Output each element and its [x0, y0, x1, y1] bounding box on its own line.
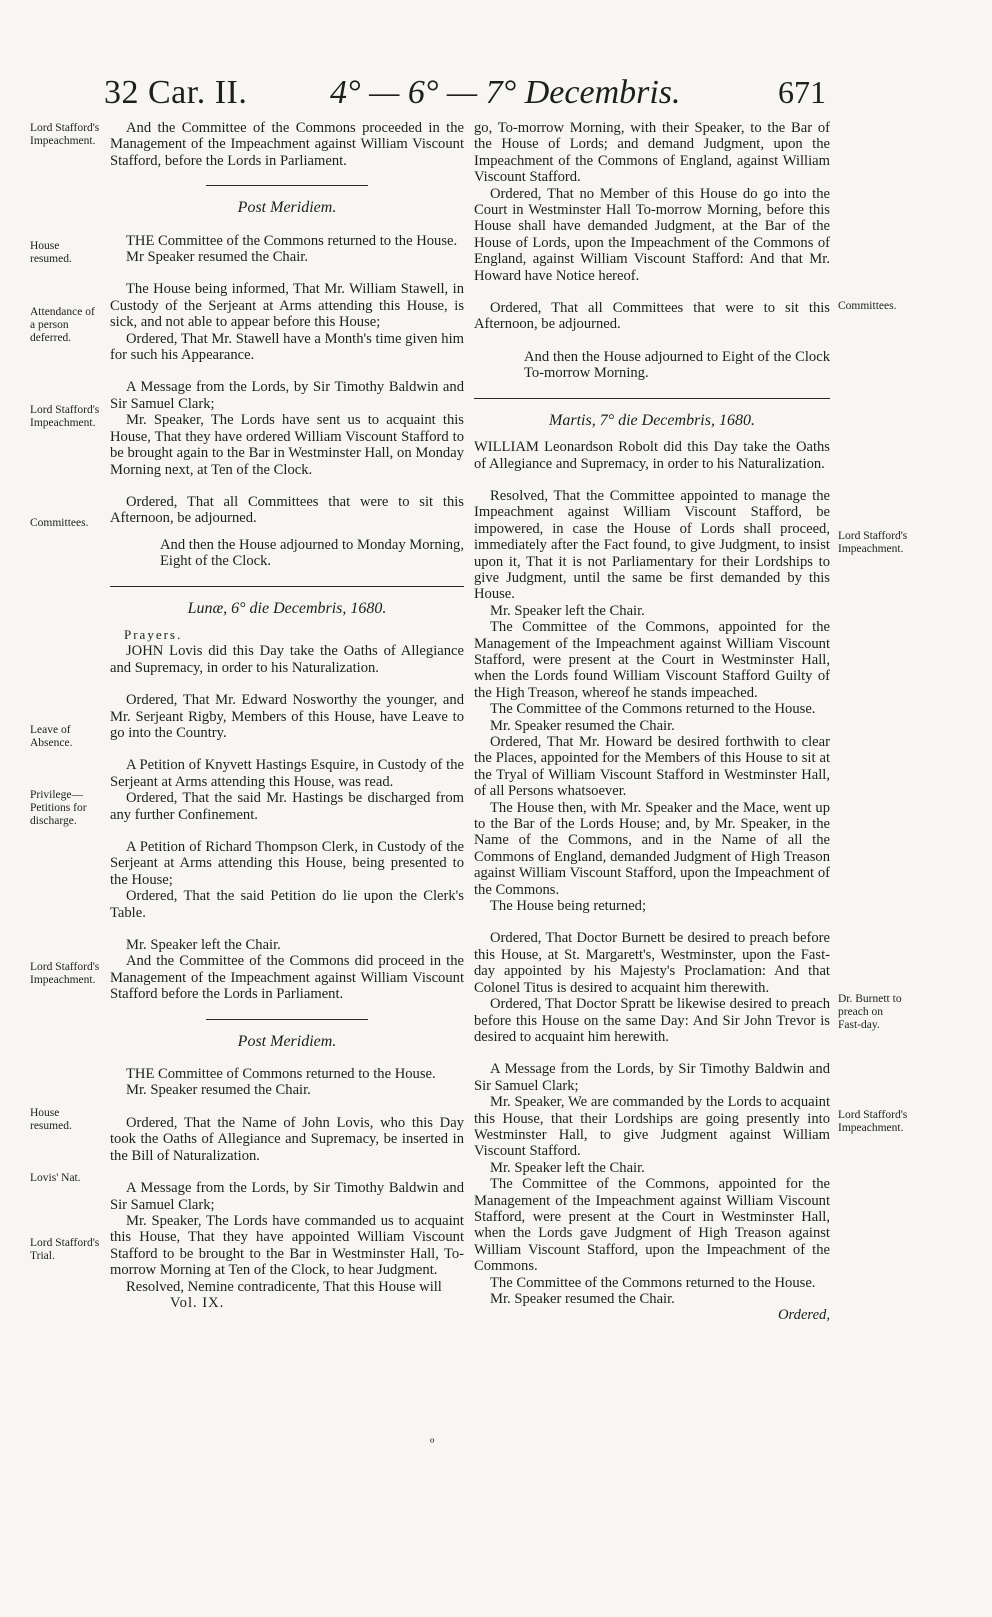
- paragraph: WILLIAM Leonardson Robolt did this Day take the Oaths of Allegiance and Supremacy, in order to his Naturalization.: [474, 439, 830, 472]
- margin-note: Attendance of a person deferred.: [30, 306, 95, 344]
- margin-note: Privilege—Petitions for discharge.: [30, 789, 87, 827]
- paragraph: And then the House adjourned to Monday Morning, Eight of the Clock.: [160, 536, 464, 570]
- paragraph: Ordered, That Doctor Burnett be desired to preach before this House, at St. Margarett's, Westminster, upon the Fast-day appointed by his Majesty's Proclamation: And that Colonel Titus is desired to acquaint him therewith.: [474, 930, 830, 996]
- margin-note: Leave of Absence.: [30, 724, 73, 749]
- paragraph: Mr Speaker resumed the Chair.: [126, 249, 308, 266]
- paragraph: Mr. Speaker left the Chair.: [490, 1159, 645, 1176]
- volume-mark: Vol. IX.: [170, 1294, 225, 1311]
- paragraph: Ordered, That all Committees that were to sit this Afternoon, be adjourned.: [110, 493, 464, 527]
- paragraph: JOHN Lovis did this Day take the Oaths of Allegiance and Supremacy, in order to his Naturalization.: [110, 643, 464, 676]
- date-heading: Martis, 7° die Decembris, 1680.: [549, 411, 755, 429]
- paragraph: Ordered, That the said Mr. Hastings be discharged from any further Confinement.: [110, 790, 464, 823]
- paragraph: The Committee of the Commons, appointed for the Management of the Impeachment against William Viscount Stafford, were present at the Court in Westminster Hall, when the Lords found William Viscount Stafford Guilty of the High Treason, whereof he stands impeached.: [474, 619, 830, 701]
- catchword: Ordered,: [777, 1307, 830, 1324]
- paragraph: Mr. Speaker, The Lords have commanded us to acquaint this House, That they have appointed William Viscount Stafford to be brought to the Bar in Westminster Hall, To-morrow Morning at Ten of the Clock, to hear Judgment.: [110, 1212, 464, 1279]
- paragraph: Ordered, That no Member of this House do go into the Court in Westminster Hall To-morrow Morning, before this House shall have demanded Judgment, at the Bar of the House of Lords, upon the Impeachment of the Commons of England, against William Viscount Stafford: And that Mr. Howard have Notice hereof.: [474, 185, 830, 284]
- paragraph: Mr. Speaker resumed the Chair.: [126, 1082, 311, 1099]
- page-header-left: 32 Car. II.: [104, 74, 248, 111]
- paragraph: go, To-morrow Morning, with their Speaker, to the Bar of the House of Lords; and demand Judgment, upon the Impeachment of the Commons of England, against William Viscount Stafford.: [474, 120, 830, 186]
- page-number: 671: [778, 74, 826, 110]
- margin-note: Lord Stafford's Impeachment.: [30, 122, 100, 147]
- margin-note: Lord Stafford's Impeachment.: [30, 961, 100, 986]
- left-column: [110, 120, 464, 1311]
- margin-note: Lord Stafford's Impeachment.: [838, 1109, 908, 1134]
- margin-note: House resumed.: [30, 240, 72, 265]
- margin-note: Lord Stafford's Impeachment.: [838, 530, 908, 555]
- divider: [206, 1019, 369, 1020]
- paragraph: And then the House adjourned to Eight of the Clock To-morrow Morning.: [524, 348, 830, 382]
- paragraph: Ordered, That Mr. Stawell have a Month's time given him for such his Appearance.: [110, 330, 464, 364]
- paragraph: THE Committee of Commons returned to the House.: [126, 1066, 436, 1083]
- paragraph: Mr. Speaker resumed the Chair.: [490, 1291, 675, 1307]
- margin-note: House resumed.: [30, 1107, 72, 1132]
- margin-note: Committees.: [838, 300, 897, 312]
- paragraph: Ordered, That the said Petition do lie upon the Clerk's Table.: [110, 888, 464, 921]
- margin-note: Lord Stafford's Impeachment.: [30, 404, 100, 429]
- right-column: [474, 120, 830, 1324]
- paragraph: And the Committee of the Commons did proceed in the Management of the Impeachment against William Viscount Stafford before the Lords in Parliament.: [110, 953, 464, 1003]
- paragraph: THE Committee of the Commons returned to the House.: [126, 232, 458, 249]
- page-footer-mark: º: [430, 1437, 435, 1452]
- paragraph: Mr. Speaker, The Lords have sent us to acquaint this House, That they have ordered William Viscount Stafford to be brought again to the Bar in Westminster Hall, on Monday Morning next, at Ten of the Clock.: [110, 412, 464, 478]
- margin-note: Dr. Burnett to preach on Fast-day.: [838, 993, 902, 1031]
- section-heading: Post Meridiem.: [237, 199, 337, 217]
- paragraph: A Petition of Knyvett Hastings Esquire, in Custody of the Serjeant at Arms attending this House, was read.: [110, 757, 464, 790]
- divider: [110, 586, 464, 587]
- paragraph: A Message from the Lords, by Sir Timothy Baldwin and Sir Samuel Clark;: [110, 379, 464, 412]
- paragraph: Ordered, That the Name of John Lovis, who this Day took the Oaths of Allegiance and Supremacy, be inserted in the Bill of Naturalization.: [110, 1114, 464, 1164]
- paragraph: Ordered, That Mr. Howard be desired forthwith to clear the Places, appointed for the Members of this House to sit at the Tryal of William Viscount Stafford in Westminster Hall, of all Persons whatsoever.: [474, 734, 830, 800]
- prayers-heading: Prayers.: [124, 626, 183, 642]
- section-heading: Post Meridiem.: [237, 1032, 337, 1050]
- paragraph: A Message from the Lords, by Sir Timothy Baldwin and Sir Samuel Clark;: [474, 1061, 830, 1094]
- paragraph: Resolved, That the Committee appointed to manage the Impeachment against William Viscount Stafford, be impowered, in case the House of Lords shall proceed, immediately after the Fact found, to give Judgment, to insist upon it, That it is not Parliamentary for their Lordships to give Judgment, until the same be first demanded by this House.: [474, 487, 830, 603]
- date-heading: Lunæ, 6° die Decembris, 1680.: [187, 599, 387, 617]
- page-header-center: 4° — 6° — 7° Decembris.: [330, 74, 681, 111]
- paragraph: Resolved, Nemine contradicente, That this House will: [126, 1278, 442, 1295]
- margin-note: Lovis' Nat.: [30, 1172, 81, 1184]
- paragraph: And the Committee of the Commons proceeded in the Management of the Impeachment against William Viscount Stafford, before the Lords in Parliament.: [110, 120, 464, 169]
- paragraph: A Petition of Richard Thompson Clerk, in Custody of the Serjeant at Arms attending this House, being presented to the House;: [110, 839, 464, 888]
- divider: [474, 398, 830, 399]
- paragraph: Mr. Speaker, We are commanded by the Lords to acquaint this House, that their Lordships are going presently into Westminster Hall, to give Judgment against William Viscount Stafford.: [474, 1094, 830, 1160]
- paragraph: Ordered, That Doctor Spratt be likewise desired to preach before this House on the same Day: And Sir John Trevor is desired to acquaint him herewith.: [474, 996, 830, 1045]
- paragraph: Mr. Speaker left the Chair.: [126, 937, 281, 954]
- paragraph: Mr. Speaker left the Chair.: [490, 602, 645, 619]
- paragraph: The Committee of the Commons returned to the House.: [490, 1274, 816, 1291]
- paragraph: The House being returned;: [490, 898, 647, 915]
- divider: [206, 185, 369, 186]
- paragraph: Mr. Speaker resumed the Chair.: [490, 717, 675, 734]
- margin-note: Committees.: [30, 517, 89, 529]
- paragraph: The Committee of the Commons, appointed for the Management of the Impeachment against William Viscount Stafford, were present at the Court in Westminster Hall, when the Lords gave Judgment of High Treason against William Viscount Stafford, upon the Impeachment of the Commons.: [474, 1176, 830, 1275]
- margin-note: Lord Stafford's Trial.: [30, 1237, 100, 1262]
- paragraph: Ordered, That Mr. Edward Nosworthy the younger, and Mr. Serjeant Rigby, Members of this House, have Leave to go into the Country.: [110, 692, 464, 741]
- paragraph: The Committee of the Commons returned to the House.: [490, 701, 816, 718]
- paragraph: Ordered, That all Committees that were to sit this Afternoon, be adjourned.: [474, 300, 830, 333]
- paragraph: A Message from the Lords, by Sir Timothy Baldwin and Sir Samuel Clark;: [110, 1180, 464, 1213]
- paragraph: The House being informed, That Mr. William Stawell, in Custody of the Serjeant at Arms attending this House, is sick, and not able to appear before this House;: [110, 281, 464, 331]
- paragraph: The House then, with Mr. Speaker and the Mace, went up to the Bar of the Lords House; and, by Mr. Speaker, in the Name of the Commons, and in the Name of all the Commons of England, demanded Judgment of High Treason against William Viscount Stafford, upon the Impeachment of the Commons.: [474, 799, 830, 898]
